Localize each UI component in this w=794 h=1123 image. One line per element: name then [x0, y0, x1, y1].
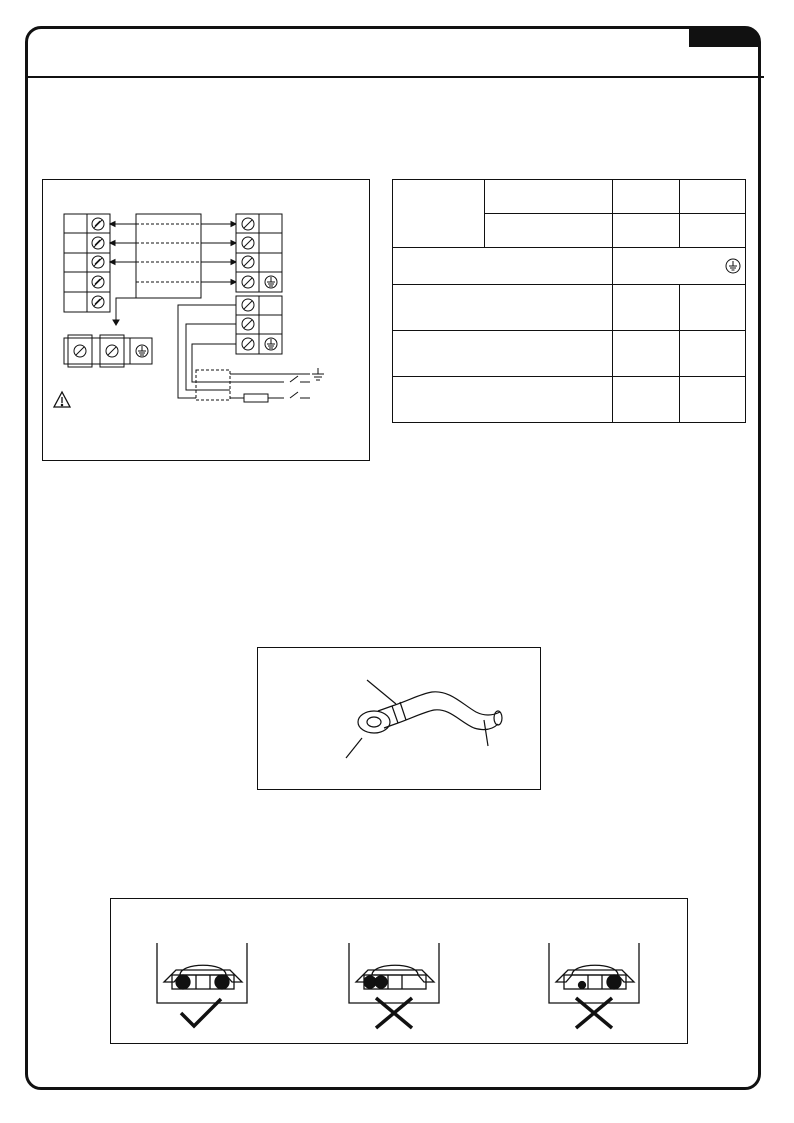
- terminal-example-correct: [157, 943, 247, 1026]
- terminal-example-incorrect-1: [349, 943, 439, 1028]
- terminal-example-incorrect-2: [549, 943, 639, 1028]
